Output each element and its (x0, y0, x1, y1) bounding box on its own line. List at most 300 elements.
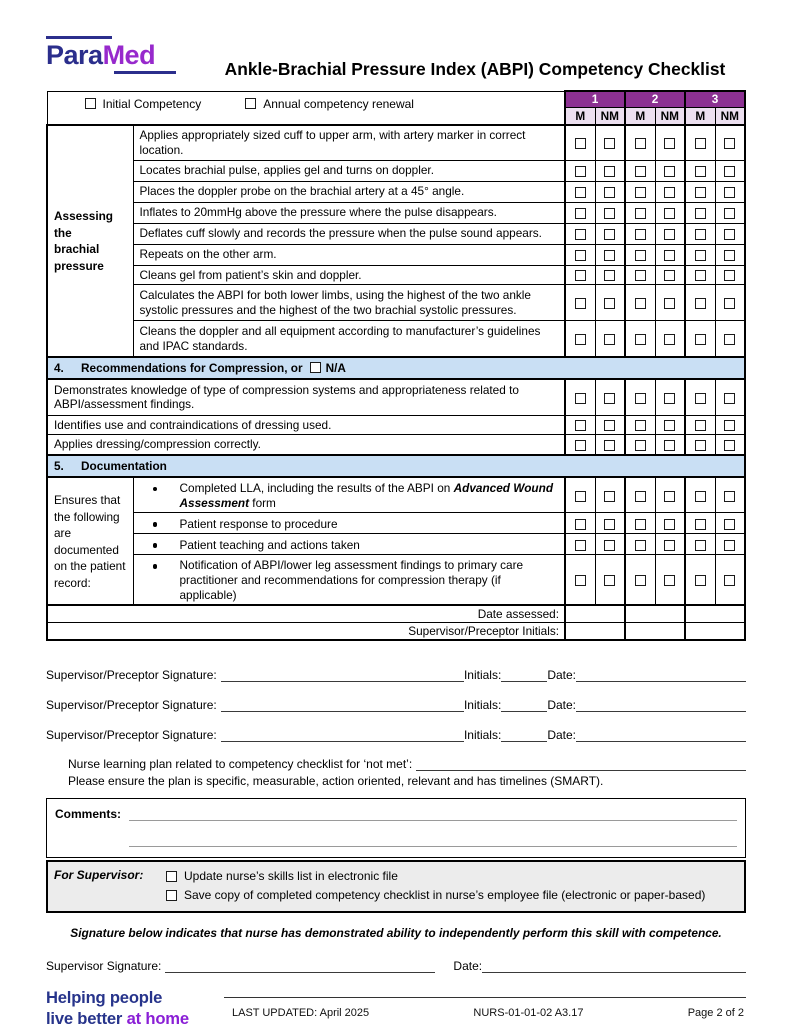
checkbox[interactable] (664, 298, 675, 309)
mark-cell (715, 415, 745, 435)
mark-cell (565, 321, 595, 357)
checkbox[interactable] (724, 491, 735, 502)
mark-cell (715, 125, 745, 160)
checkbox[interactable] (695, 187, 706, 198)
mark-cell (655, 265, 685, 285)
mark-cell (625, 435, 655, 455)
col-met-1: M (565, 108, 595, 126)
mark-cell (685, 513, 715, 534)
initials-cell[interactable] (565, 623, 625, 641)
signature-label: Supervisor/Preceptor Signature: (46, 668, 217, 683)
task-text: Identifies use and contraindications of dressing used. (47, 415, 565, 435)
checkbox[interactable] (724, 138, 735, 149)
attempt-group-2: 2 (625, 91, 685, 108)
checkbox[interactable] (695, 138, 706, 149)
mark-cell (625, 202, 655, 223)
task-text: Cleans the doppler and all equipment according to manufacturer’s guidelines and IPAC standards. (133, 321, 565, 357)
mark-cell (715, 265, 745, 285)
learning-plan-section (46, 754, 746, 789)
mark-cell (655, 415, 685, 435)
logo-med: Med (102, 40, 156, 70)
supervisor-task[interactable] (166, 886, 705, 905)
mark-cell (685, 321, 715, 357)
mark-cell (655, 534, 685, 555)
bullet-icon (153, 522, 158, 527)
checkbox[interactable] (604, 575, 615, 586)
mark-cell (655, 477, 685, 513)
initials-line[interactable] (501, 667, 547, 682)
mark-cell (715, 435, 745, 455)
learning-plan-line[interactable] (416, 756, 746, 771)
mark-cell (685, 202, 715, 223)
mark-cell (715, 285, 745, 321)
date-label: Date: (547, 668, 576, 683)
checkbox[interactable] (664, 187, 675, 198)
checkbox[interactable] (604, 187, 615, 198)
logo-text (46, 42, 204, 69)
checkbox[interactable] (695, 270, 706, 281)
mark-cell (685, 415, 715, 435)
checkbox[interactable] (724, 440, 735, 451)
mark-cell (625, 181, 655, 202)
comments-line[interactable] (129, 846, 737, 847)
mark-cell (715, 321, 745, 357)
mark-cell (595, 202, 625, 223)
checkbox[interactable] (635, 229, 646, 240)
checkbox[interactable] (664, 270, 675, 281)
final-signature-row (46, 955, 746, 973)
checkbox[interactable] (695, 334, 706, 345)
mark-cell (625, 477, 655, 513)
task-text: Deflates cuff slowly and records the pressure when the pulse sound appears. (133, 223, 565, 244)
comments-line[interactable] (129, 807, 737, 821)
mark-cell (655, 244, 685, 265)
mark-cell (685, 379, 715, 415)
date-assessed-cell[interactable] (685, 605, 745, 623)
checkbox[interactable] (664, 208, 675, 219)
mark-cell (715, 379, 745, 415)
comments-box (46, 798, 746, 858)
checkbox[interactable] (635, 138, 646, 149)
col-notmet-2: NM (655, 108, 685, 126)
checkbox[interactable] (604, 334, 615, 345)
mark-cell (715, 477, 745, 513)
mark-cell (565, 379, 595, 415)
checkbox[interactable] (724, 334, 735, 345)
signature-section (46, 664, 746, 742)
mark-cell (565, 435, 595, 455)
mark-cell (685, 265, 715, 285)
checkbox[interactable] (635, 334, 646, 345)
checkbox[interactable] (664, 491, 675, 502)
checkbox[interactable] (575, 138, 586, 149)
supervisor-task[interactable] (166, 867, 705, 886)
section5-header (47, 455, 745, 477)
date-line[interactable] (576, 697, 746, 712)
mark-cell (595, 477, 625, 513)
bullet-icon (153, 564, 158, 569)
signature-line[interactable] (221, 667, 464, 682)
option-initial-competency[interactable] (85, 97, 202, 111)
tagline-blue: live better (46, 1008, 123, 1024)
mark-cell (625, 379, 655, 415)
checkbox[interactable] (575, 208, 586, 219)
mark-cell (655, 202, 685, 223)
checkbox[interactable] (635, 187, 646, 198)
initials-label: Initials: (463, 698, 502, 713)
checkbox[interactable] (635, 166, 646, 177)
mark-cell (715, 160, 745, 181)
checkbox[interactable] (695, 420, 706, 431)
date-assessed-cell[interactable] (625, 605, 685, 623)
checkbox[interactable] (695, 393, 706, 404)
task-text: Places the doppler probe on the brachial artery at a 45° angle. (133, 181, 565, 202)
checkbox[interactable] (664, 250, 675, 261)
checkbox[interactable] (724, 229, 735, 240)
initials-cell[interactable] (685, 623, 745, 641)
mark-cell (565, 160, 595, 181)
mark-cell (685, 435, 715, 455)
task-text (133, 477, 565, 513)
supervisor-task-label: Update nurse’s skills list in electronic file (184, 869, 398, 884)
checkbox[interactable] (635, 491, 646, 502)
checkbox[interactable] (695, 229, 706, 240)
checkbox[interactable] (635, 575, 646, 586)
checkbox[interactable] (635, 270, 646, 281)
mark-cell (595, 415, 625, 435)
checkbox[interactable] (635, 440, 646, 451)
date-line[interactable] (576, 667, 746, 682)
task-text: Locates brachial pulse, applies gel and turns on doppler. (133, 160, 565, 181)
checkbox[interactable] (604, 298, 615, 309)
checkbox[interactable] (695, 250, 706, 261)
mark-cell (595, 321, 625, 357)
checkbox[interactable] (664, 229, 675, 240)
page-header (46, 36, 746, 79)
mark-cell (625, 321, 655, 357)
checkbox[interactable] (635, 298, 646, 309)
mark-cell (625, 265, 655, 285)
date-label: Date: (453, 959, 483, 974)
checkbox[interactable] (575, 540, 586, 551)
checkbox[interactable] (604, 420, 615, 431)
mark-cell (565, 244, 595, 265)
col-notmet-1: NM (595, 108, 625, 126)
mark-cell (565, 534, 595, 555)
mark-cell (715, 513, 745, 534)
brand-tagline (46, 988, 220, 1024)
initial-competency-checkbox[interactable] (85, 98, 96, 109)
mark-cell (595, 285, 625, 321)
checkbox[interactable] (604, 166, 615, 177)
signature-row (46, 694, 746, 712)
section4-header (47, 357, 745, 379)
mark-cell (565, 415, 595, 435)
checkbox[interactable] (575, 420, 586, 431)
footer-info (220, 988, 746, 1024)
checkbox[interactable] (575, 187, 586, 198)
checkbox[interactable] (575, 519, 586, 530)
document-code: NURS-01-01-02 A3.17 (473, 1007, 584, 1020)
task-text: Inflates to 20mmHg above the pressure where the pulse disappears. (133, 202, 565, 223)
mark-cell (565, 181, 595, 202)
mark-cell (625, 125, 655, 160)
tagline-line1: Helping people (46, 988, 163, 1008)
mark-cell (625, 534, 655, 555)
checkbox[interactable] (664, 519, 675, 530)
task-text-part: Patient teaching and actions taken (179, 537, 360, 552)
checkbox[interactable] (695, 166, 706, 177)
checkbox[interactable] (695, 491, 706, 502)
task-text: Demonstrates knowledge of type of compression systems and appropriateness related to ABPI/assessment findings. (47, 379, 565, 415)
mark-cell (625, 415, 655, 435)
mark-cell (685, 223, 715, 244)
checkbox[interactable] (575, 334, 586, 345)
checkbox[interactable] (724, 519, 735, 530)
checkbox[interactable] (575, 270, 586, 281)
checkbox[interactable] (724, 270, 735, 281)
bullet-icon (153, 487, 158, 492)
task-text-part: form (249, 495, 276, 510)
mark-cell (595, 181, 625, 202)
mark-cell (595, 265, 625, 285)
checkbox[interactable] (664, 440, 675, 451)
mark-cell (625, 160, 655, 181)
col-met-3: M (685, 108, 715, 126)
checkbox[interactable] (724, 298, 735, 309)
checkbox[interactable] (635, 393, 646, 404)
mark-cell (565, 265, 595, 285)
date-line[interactable] (576, 727, 746, 742)
mark-cell (655, 555, 685, 605)
page-footer (46, 988, 746, 1024)
mark-cell (565, 285, 595, 321)
attempt-group-3: 3 (685, 91, 745, 108)
section5-number: 5. (54, 458, 64, 473)
date-line[interactable] (482, 958, 746, 973)
competency-type-options (47, 91, 565, 125)
mark-cell (595, 244, 625, 265)
option-annual-renewal[interactable] (245, 97, 414, 111)
checkbox[interactable] (664, 393, 675, 404)
signature-row (46, 664, 746, 682)
initials-line[interactable] (501, 727, 547, 742)
initials-label: Initials: (463, 728, 502, 743)
checkbox[interactable] (724, 250, 735, 261)
checkbox[interactable] (604, 393, 615, 404)
competency-table (46, 90, 746, 641)
supervisor-signature-line[interactable] (165, 958, 435, 973)
mark-cell (625, 244, 655, 265)
checkbox[interactable] (724, 393, 735, 404)
checkbox[interactable] (664, 420, 675, 431)
mark-cell (655, 160, 685, 181)
mark-cell (685, 125, 715, 160)
date-assessed-label: Date assessed: (47, 605, 565, 623)
checkbox[interactable] (664, 575, 675, 586)
checkbox[interactable] (664, 138, 675, 149)
mark-cell (685, 534, 715, 555)
task-text (133, 534, 565, 555)
supervisor-signature-label: Supervisor Signature: (46, 959, 162, 974)
annual-renewal-checkbox[interactable] (245, 98, 256, 109)
signature-line[interactable] (221, 727, 464, 742)
option-label: Initial Competency (102, 97, 202, 112)
tagline-purple: at home (126, 1008, 189, 1024)
supervisor-task-label: Save copy of completed competency checklist in nurse’s employee file (electronic or paper-based) (184, 888, 706, 903)
mark-cell (595, 534, 625, 555)
smart-note: Please ensure the plan is specific, measurable, action oriented, relevant and has timelines (SMART). (68, 774, 604, 789)
checkbox[interactable] (695, 440, 706, 451)
mark-cell (625, 513, 655, 534)
date-assessed-cell[interactable] (565, 605, 625, 623)
checkbox[interactable] (604, 270, 615, 281)
mark-cell (565, 202, 595, 223)
mark-cell (595, 379, 625, 415)
checkbox[interactable] (695, 208, 706, 219)
checkbox[interactable] (604, 491, 615, 502)
section5-label: Ensures that the following are documented on the patient record: (47, 477, 133, 605)
initials-line[interactable] (501, 697, 547, 712)
checkbox[interactable] (724, 420, 735, 431)
mark-cell (595, 435, 625, 455)
mark-cell (565, 513, 595, 534)
checkbox[interactable] (575, 491, 586, 502)
attempt-group-1: 1 (565, 91, 625, 108)
mark-cell (685, 555, 715, 605)
mark-cell (685, 477, 715, 513)
mark-cell (655, 285, 685, 321)
checkbox[interactable] (604, 519, 615, 530)
checkbox[interactable] (724, 575, 735, 586)
checkbox[interactable] (724, 166, 735, 177)
last-updated: LAST UPDATED: April 2025 (232, 1007, 370, 1020)
task-text-italic: Advanced Wound Assessment (179, 481, 554, 510)
mark-cell (655, 321, 685, 357)
col-met-2: M (625, 108, 655, 126)
mark-cell (595, 555, 625, 605)
mark-cell (715, 223, 745, 244)
checkbox[interactable] (575, 393, 586, 404)
task-text: Applies dressing/compression correctly. (47, 435, 565, 455)
mark-cell (595, 223, 625, 244)
mark-cell (595, 513, 625, 534)
na-label: N/A (325, 360, 346, 375)
task-text (133, 555, 565, 605)
for-supervisor-box (46, 860, 746, 913)
mark-cell (655, 223, 685, 244)
task-text: Calculates the ABPI for both lower limbs, using the highest of the two ankle systolic pressures and the highest of the two brachial systolic pressures. (133, 285, 565, 321)
preceptor-initials-label: Supervisor/Preceptor Initials: (47, 623, 565, 641)
checkbox[interactable] (724, 540, 735, 551)
section5-title: Documentation (81, 458, 167, 473)
mark-cell (715, 555, 745, 605)
mark-cell (715, 244, 745, 265)
checkbox[interactable] (695, 298, 706, 309)
mark-cell (625, 285, 655, 321)
learning-plan-label: Nurse learning plan related to competency checklist for ‘not met’: (68, 757, 413, 772)
mark-cell (685, 181, 715, 202)
for-supervisor-items (166, 867, 705, 905)
update-skills-checkbox[interactable] (166, 871, 177, 882)
section3-label: Assessing the brachial pressure (47, 125, 133, 357)
initials-label: Initials: (463, 668, 502, 683)
checkbox[interactable] (695, 540, 706, 551)
task-text (133, 513, 565, 534)
mark-cell (715, 202, 745, 223)
checkbox[interactable] (664, 334, 675, 345)
page-title: Ankle-Brachial Pressure Index (ABPI) Competency Checklist (224, 59, 726, 79)
task-text-part: Completed LLA, including the results of the ABPI on (179, 481, 454, 496)
signature-label: Supervisor/Preceptor Signature: (46, 698, 217, 713)
checkbox[interactable] (604, 250, 615, 261)
section4-title: Recommendations for Compression, or (81, 360, 303, 375)
checkbox[interactable] (635, 420, 646, 431)
checkbox[interactable] (724, 208, 735, 219)
checkbox[interactable] (635, 540, 646, 551)
mark-cell (565, 223, 595, 244)
checkbox[interactable] (724, 187, 735, 198)
logo-para: Para (46, 40, 103, 70)
save-copy-checkbox[interactable] (166, 890, 177, 901)
option-label: Annual competency renewal (263, 97, 414, 112)
checkbox[interactable] (635, 208, 646, 219)
mark-cell (685, 160, 715, 181)
checkbox[interactable] (604, 229, 615, 240)
checkbox[interactable] (575, 166, 586, 177)
mark-cell (565, 555, 595, 605)
checkbox[interactable] (575, 575, 586, 586)
checkbox[interactable] (635, 519, 646, 530)
bullet-icon (153, 543, 158, 548)
logo-bottom-rule (114, 71, 176, 74)
date-label: Date: (547, 728, 576, 743)
mark-cell (625, 223, 655, 244)
task-text-part: Patient response to procedure (179, 516, 338, 531)
signature-label: Supervisor/Preceptor Signature: (46, 728, 217, 743)
checkbox[interactable] (695, 575, 706, 586)
checkbox[interactable] (695, 519, 706, 530)
checkbox[interactable] (604, 440, 615, 451)
col-notmet-3: NM (715, 108, 745, 126)
checkbox[interactable] (575, 298, 586, 309)
checkbox[interactable] (604, 138, 615, 149)
mark-cell (655, 435, 685, 455)
initials-cell[interactable] (625, 623, 685, 641)
for-supervisor-label: For Supervisor: (54, 868, 144, 883)
na-checkbox[interactable] (310, 362, 321, 373)
checkbox[interactable] (664, 166, 675, 177)
mark-cell (595, 125, 625, 160)
checkbox[interactable] (604, 208, 615, 219)
checkbox[interactable] (575, 440, 586, 451)
task-text: Repeats on the other arm. (133, 244, 565, 265)
checkbox[interactable] (635, 250, 646, 261)
task-text: Applies appropriately sized cuff to upper arm, with artery marker in correct location. (133, 125, 565, 160)
comments-label: Comments: (55, 807, 122, 822)
checkbox[interactable] (575, 229, 586, 240)
checkbox[interactable] (575, 250, 586, 261)
checkbox[interactable] (664, 540, 675, 551)
mark-cell (625, 555, 655, 605)
mark-cell (685, 244, 715, 265)
signature-line[interactable] (221, 697, 464, 712)
checkbox[interactable] (604, 540, 615, 551)
task-text-part: Notification of ABPI/lower leg assessment findings to primary care practitioner and recommendations for compression therapy (if applicable) (179, 558, 524, 602)
date-label: Date: (547, 698, 576, 713)
mark-cell (685, 285, 715, 321)
mark-cell (655, 181, 685, 202)
